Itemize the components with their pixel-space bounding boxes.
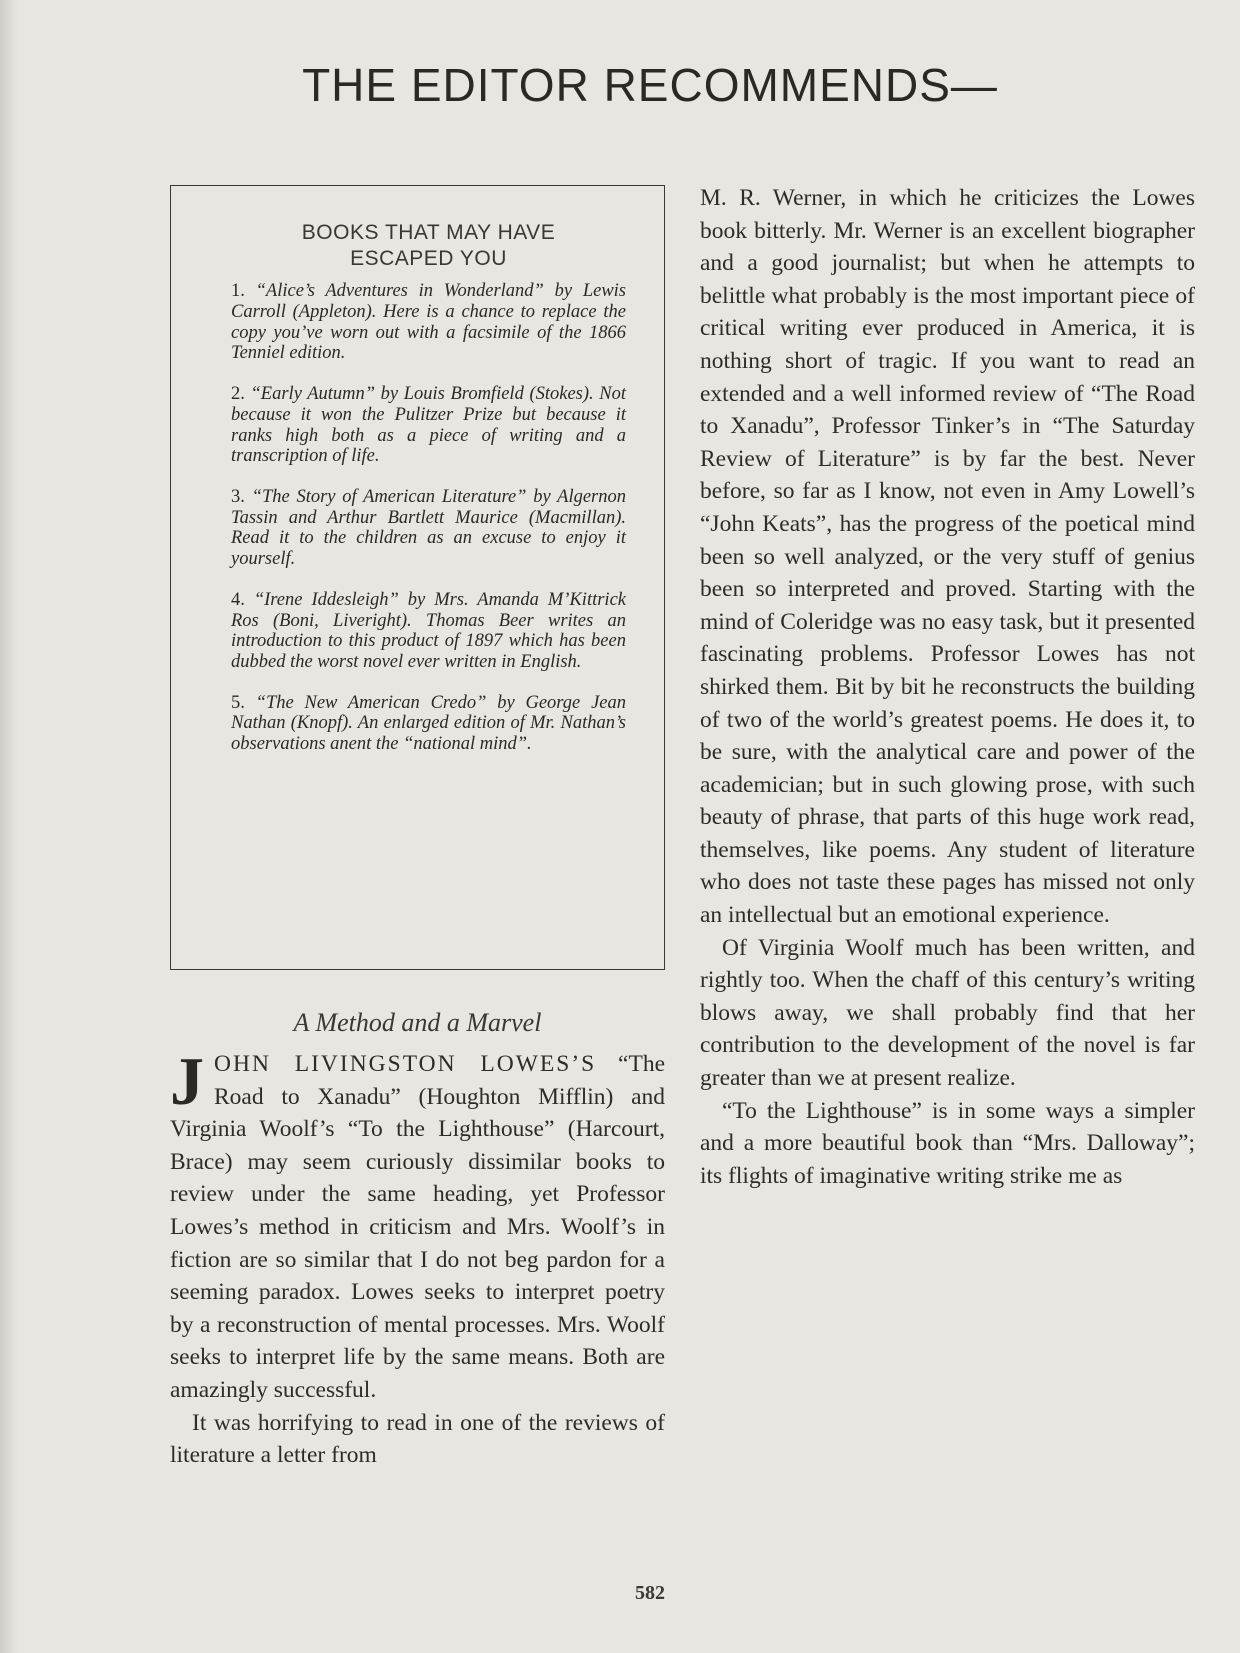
page-number: 582 [635, 1582, 665, 1604]
item-number: 1. [231, 281, 245, 302]
heading-line-2: ESCAPED YOU [350, 246, 507, 270]
recommendations-heading [231, 220, 626, 271]
left-column [170, 185, 665, 1472]
item-number: 4. [231, 589, 245, 610]
article-paragraph: It was horrifying to read in one of the reviews of literature a letter from [170, 1409, 665, 1469]
paragraph-text: “The Road to Xanadu” (Houghton Mifflin) and Virginia Woolf’s “To the Lighthouse” (Harcourt, Brace) may seem curiously dissimilar books to review under the same heading, yet Professor Lowes’s method in criticism and Mrs. Woolf’s in fiction are so similar that I do not beg pardon for a seeming paradox. Lowes seeks to interpret poetry by a reconstruction of mental processes. Mrs. Woolf seeks to interpret life by the same means. Both are amazingly successful. [170, 1051, 665, 1403]
article-paragraph: Of Virginia Woolf much has been written, and rightly too. When the chaff of this century’s writing blows away, we shall probably find that her contribution to the development of the novel is far greater than we at present realize. [700, 934, 1195, 1092]
heading-line-1: BOOKS THAT MAY HAVE [301, 221, 556, 244]
item-number: 3. [231, 486, 245, 507]
article-paragraph [170, 1043, 665, 1407]
recommendation-item [231, 693, 626, 755]
recommendation-item [231, 384, 626, 467]
drop-cap: J [170, 1043, 204, 1119]
item-number: 2. [231, 384, 245, 405]
article-body-left [170, 1043, 665, 1472]
item-number: 5. [231, 692, 245, 713]
lead-caps: OHN LIVINGSTON LOWES’S [214, 1051, 597, 1077]
item-text: “The Story of American Literature” by Algernon Tassin and Arthur Bartlett Maurice (Macmillan). Read it to the children as an excuse to enjoy it yourself. [231, 486, 626, 570]
item-text: “Irene Iddesleigh” by Mrs. Amanda M’Kittrick Ros (Boni, Liveright). Thomas Beer writes an introduction to this product of 1897 which has been dubbed the worst novel ever written in English. [231, 589, 626, 672]
recommendation-item [231, 590, 626, 673]
item-text: “Early Autumn” by Louis Bromfield (Stokes). Not because it won the Pulitzer Prize but because it ranks high both as a piece of writing and a transcription of life. [231, 384, 627, 467]
page-masthead: THE EDITOR RECOMMENDS— [302, 59, 998, 111]
article-title: A Method and a Marvel [293, 1008, 542, 1037]
article-paragraph-continued: M. R. Werner, in which he criticizes the Lowes book bitterly. Mr. Werner is an excellent biographer and a good journalist; but when he attempts to belittle what probably is the most important piece of critical writing ever produced in America, it is nothing short of tragic. If you want to read an extended and a well informed review of “The Road to Xanadu”, Professor Tinker’s in “The Saturday Review of Literature” is by far the best. Never before, so far as I know, not even in Amy Lowell’s “John Keats”, has the progress of the poetical mind been so well analyzed, or the very stuff of genius been so interpreted and proved. Starting with the mind of Coleridge was no easy task, but it presented fascinating problems. Professor Lowes has not shirked them. Bit by bit he reconstructs the building of two of the world’s greatest poems. He does it, to be sure, with the analytical care and power of the academician; but in such glowing prose, with such beauty of phrase, that parts of this huge work read, themselves, like poems. Any student of literature who does not taste these pages has missed not only an intellectual but an emotional experience. [700, 185, 1195, 929]
article-paragraph: “To the Lighthouse” is in some ways a simpler and a more beautiful book than “Mrs. Dalloway”; its flights of imaginative writing strike me as [700, 1097, 1195, 1189]
right-column [700, 182, 1195, 1192]
item-text: “The New American Credo” by George Jean Nathan (Knopf). An enlarged edition of Mr. Nathan’s observations anent the “national mind”. [231, 692, 626, 755]
recommendations-box [170, 185, 665, 970]
item-text: “Alice’s Adventures in Wonderland” by Lewis Carroll (Appleton). Here is a chance to replace the copy you’ve worn out with a facsimile of the 1866 Tenniel edition. [231, 281, 626, 364]
recommendation-item [231, 487, 626, 570]
recommendation-item [231, 281, 626, 364]
page-shadow-edge [0, 0, 18, 1653]
